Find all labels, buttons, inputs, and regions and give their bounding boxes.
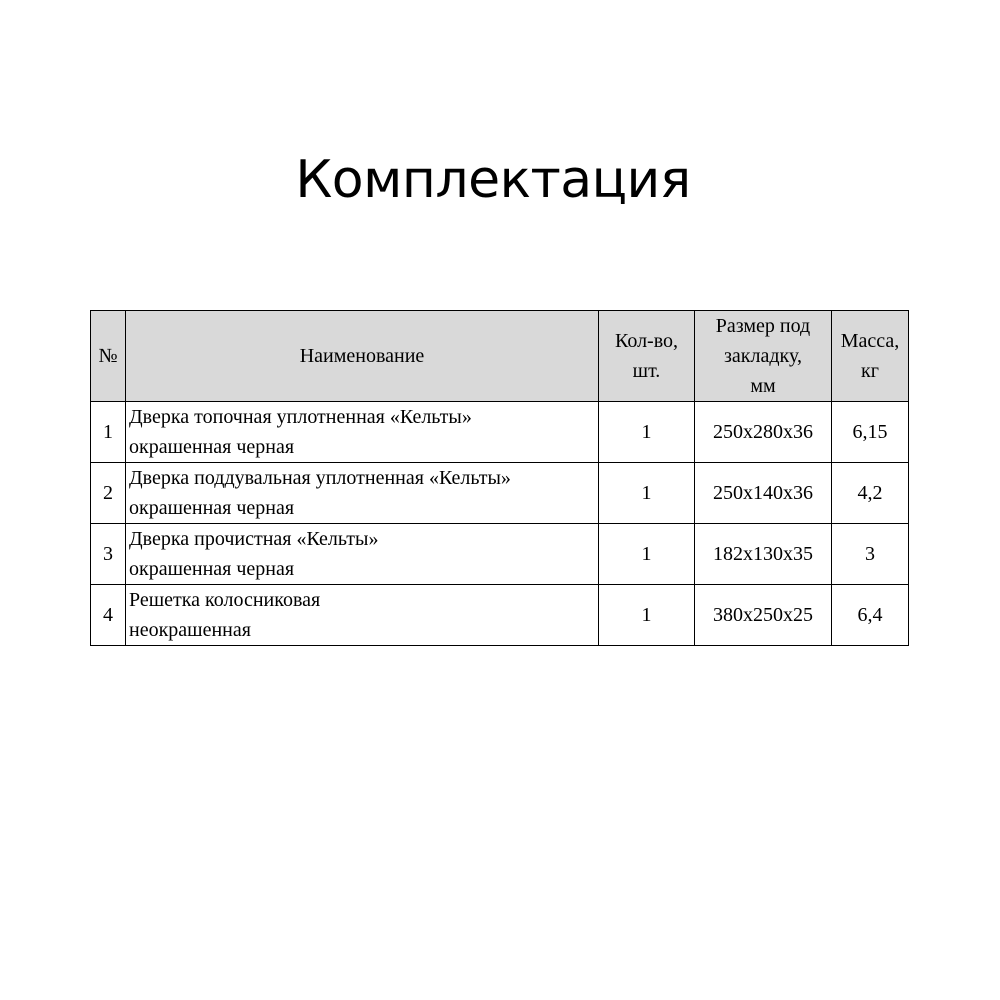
cell-number: 4 (91, 585, 126, 646)
cell-name-line: Дверка топочная уплотненная «Кельты» (129, 406, 472, 428)
header-quantity-line: шт. (632, 360, 661, 382)
cell-size: 250х280х36 (695, 402, 832, 463)
cell-name (126, 402, 599, 463)
header-size-line: мм (750, 375, 776, 397)
cell-name-line: окрашенная черная (129, 436, 295, 458)
cell-mass: 3 (832, 524, 909, 585)
header-mass-line: кг (861, 360, 879, 382)
cell-size: 380х250х25 (695, 585, 832, 646)
cell-quantity: 1 (599, 463, 695, 524)
cell-size: 250х140х36 (695, 463, 832, 524)
cell-number: 3 (91, 524, 126, 585)
table-row (91, 585, 909, 646)
specification-table (90, 310, 909, 646)
header-mass (832, 311, 909, 402)
cell-number: 2 (91, 463, 126, 524)
header-size (695, 311, 832, 402)
header-quantity-line: Кол-во, (614, 330, 679, 352)
cell-name (126, 524, 599, 585)
cell-quantity: 1 (599, 524, 695, 585)
cell-name-line: окрашенная черная (129, 497, 295, 519)
header-quantity (599, 311, 695, 402)
cell-name (126, 585, 599, 646)
table-header-row (91, 311, 909, 402)
cell-mass: 6,15 (832, 402, 909, 463)
cell-mass: 6,4 (832, 585, 909, 646)
header-size-line: закладку, (724, 345, 802, 367)
table-row (91, 402, 909, 463)
cell-number: 1 (91, 402, 126, 463)
table-row (91, 524, 909, 585)
header-name: Наименование (126, 311, 599, 402)
cell-name (126, 463, 599, 524)
cell-mass: 4,2 (832, 463, 909, 524)
cell-size: 182х130х35 (695, 524, 832, 585)
header-size-line: Размер под (715, 315, 811, 337)
cell-name-line: Дверка поддувальная уплотненная «Кельты» (129, 467, 511, 489)
table-row (91, 463, 909, 524)
cell-quantity: 1 (599, 585, 695, 646)
cell-quantity: 1 (599, 402, 695, 463)
header-mass-line: Масса, (840, 330, 900, 352)
cell-name-line: неокрашенная (129, 619, 251, 641)
cell-name-line: Дверка прочистная «Кельты» (129, 528, 379, 550)
cell-name-line: Решетка колосниковая (129, 589, 321, 611)
cell-name-line: окрашенная черная (129, 558, 295, 580)
page-title: Комплектация (295, 150, 691, 210)
header-number: № (91, 311, 126, 402)
